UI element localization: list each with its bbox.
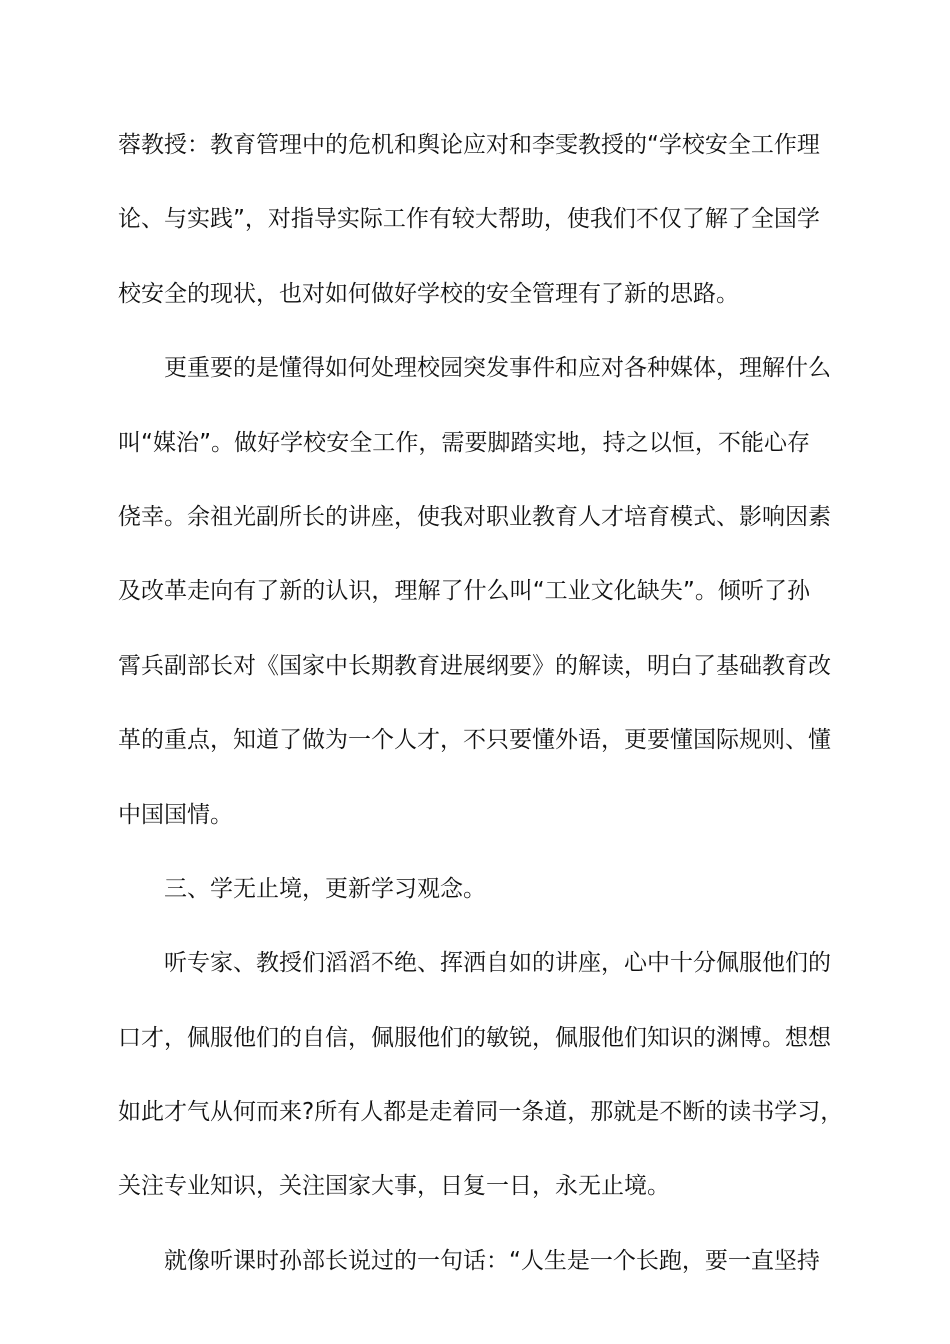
text-line: 革的重点，知道了做为一个人才，不只要懂外语，更要懂国际规则、懂 bbox=[118, 727, 831, 754]
text-line: 侥幸。余祖光副所长的讲座，使我对职业教育人才培育模式、影响因素 bbox=[118, 503, 831, 530]
text-line: 更重要的是懂得如何处理校园突发事件和应对各种媒体，理解什么 bbox=[164, 355, 831, 382]
section-heading: 三、学无止境，更新学习观念。 bbox=[164, 875, 486, 902]
text-line: 蓉教授：教育管理中的危机和舆论应对和李雯教授的“学校安全工作理 bbox=[118, 132, 820, 158]
text-line: 霄兵副部长对《国家中长期教育进展纲要》的解读，明白了基础教育改 bbox=[118, 652, 831, 679]
text-line: 就像听课时孙部长说过的一句话：“人生是一个长跑，要一直坚持 bbox=[164, 1247, 820, 1274]
text-line: 口才，佩服他们的自信，佩服他们的敏锐，佩服他们知识的渊博。想想 bbox=[118, 1024, 831, 1051]
text-line: 及改革走向有了新的认识，理解了什么叫“工业文化缺失”。倾听了孙 bbox=[118, 578, 810, 605]
text-line: 关注专业知识，关注国家大事，日复一日，永无止境。 bbox=[118, 1173, 670, 1200]
document-body bbox=[118, 108, 844, 1298]
text-line: 论、与实践”，对指导实际工作有较大帮助，使我们不仅了解了全国学 bbox=[118, 206, 820, 233]
text-line: 叫“媒治”。做好学校安全工作，需要脚踏实地，持之以恒，不能心存 bbox=[118, 429, 810, 456]
text-line: 校安全的现状，也对如何做好学校的安全管理有了新的思路。 bbox=[118, 280, 739, 307]
text-line: 听专家、教授们滔滔不绝、挥洒自如的讲座，心中十分佩服他们的 bbox=[164, 950, 831, 977]
text-line: 中国国情。 bbox=[118, 801, 233, 828]
text-line: 如此才气从何而来?所有人都是走着同一条道，那就是不断的读书学习， bbox=[118, 1099, 844, 1126]
